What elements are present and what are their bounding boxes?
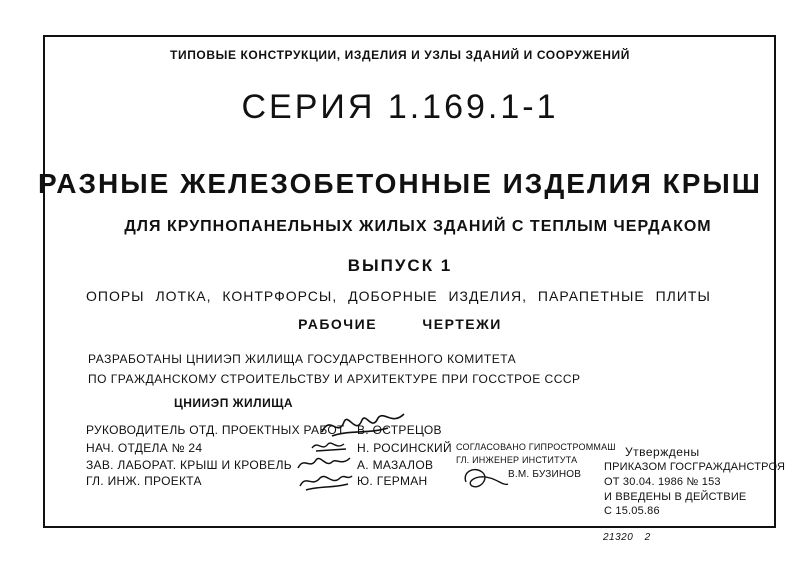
archive-code: 21320 bbox=[603, 532, 634, 543]
signature-rosinsky bbox=[310, 438, 350, 454]
document-subtitle: ДЛЯ КРУПНОПАНЕЛЬНЫХ ЖИЛЫХ ЗДАНИЙ С ТЕПЛЫМ ЧЕРДАКОМ bbox=[124, 218, 712, 235]
agreed-name: В.М. БУЗИНОВ bbox=[508, 469, 582, 480]
signature-ostretsov bbox=[318, 408, 408, 442]
document-title: РАЗНЫЕ ЖЕЛЕЗОБЕТОННЫЕ ИЗДЕЛИЯ КРЫШ bbox=[38, 168, 762, 199]
staff-name: В. ОСТРЕЦОВ bbox=[357, 423, 442, 437]
issue-contents: ОПОРЫ ЛОТКА, КОНТРФОРСЫ, ДОБОРНЫЕ ИЗДЕЛИЯ, ПАРАПЕТНЫЕ ПЛИТЫ bbox=[86, 288, 711, 304]
staff-name: Н. РОСИНСКИЙ bbox=[357, 441, 452, 455]
signature-german bbox=[298, 470, 354, 492]
developer-line-1: РАЗРАБОТАНЫ ЦНИИЭП ЖИЛИЩА ГОСУДАРСТВЕННОГО КОМИТЕТА bbox=[88, 352, 517, 366]
developer-org: ЦНИИЭП ЖИЛИЩА bbox=[174, 396, 294, 410]
staff-role: ЗАВ. ЛАБОРАТ. КРЫШ И КРОВЕЛЬ bbox=[86, 458, 292, 472]
sheet-footer bbox=[603, 532, 651, 543]
approved-date: ОТ 30.04. 1986 № 153 bbox=[604, 476, 721, 488]
approved-enacted-date: С 15.05.86 bbox=[604, 505, 660, 517]
staff-role: РУКОВОДИТЕЛЬ ОТД. ПРОЕКТНЫХ РАБОТ bbox=[86, 423, 345, 437]
staff-role: НАЧ. ОТДЕЛА № 24 bbox=[86, 441, 203, 455]
staff-name: А. МАЗАЛОВ bbox=[357, 458, 434, 472]
agreed-position: ГЛ. ИНЖЕНЕР ИНСТИТУТА bbox=[456, 455, 578, 465]
approved-enacted: И ВВЕДЕНЫ В ДЕЙСТВИЕ bbox=[604, 491, 747, 503]
approved-heading: Утверждены bbox=[625, 445, 700, 459]
drawing-type: РАБОЧИЕ ЧЕРТЕЖИ bbox=[298, 316, 502, 332]
collection-header: ТИПОВЫЕ КОНСТРУКЦИИ, ИЗДЕЛИЯ И УЗЛЫ ЗДАНИЙ И СООРУЖЕНИЙ bbox=[170, 48, 630, 62]
staff-role: ГЛ. ИНЖ. ПРОЕКТА bbox=[86, 474, 202, 488]
approved-order: ПРИКАЗОМ ГОСГРАЖДАНСТРОЯ bbox=[604, 461, 786, 473]
agreed-org: СОГЛАСОВАНО ГИПРОСТРОММАШ bbox=[456, 442, 616, 452]
issue-number: ВЫПУСК 1 bbox=[347, 256, 453, 275]
series-number: СЕРИЯ 1.169.1-1 bbox=[241, 88, 559, 126]
signature-buzinov bbox=[460, 462, 510, 494]
developer-line-2: ПО ГРАЖДАНСКОМУ СТРОИТЕЛЬСТВУ И АРХИТЕКТУРЕ ПРИ ГОССТРОЕ СССР bbox=[88, 372, 581, 386]
staff-name: Ю. ГЕРМАН bbox=[357, 474, 428, 488]
sheet-number: 2 bbox=[644, 532, 651, 543]
